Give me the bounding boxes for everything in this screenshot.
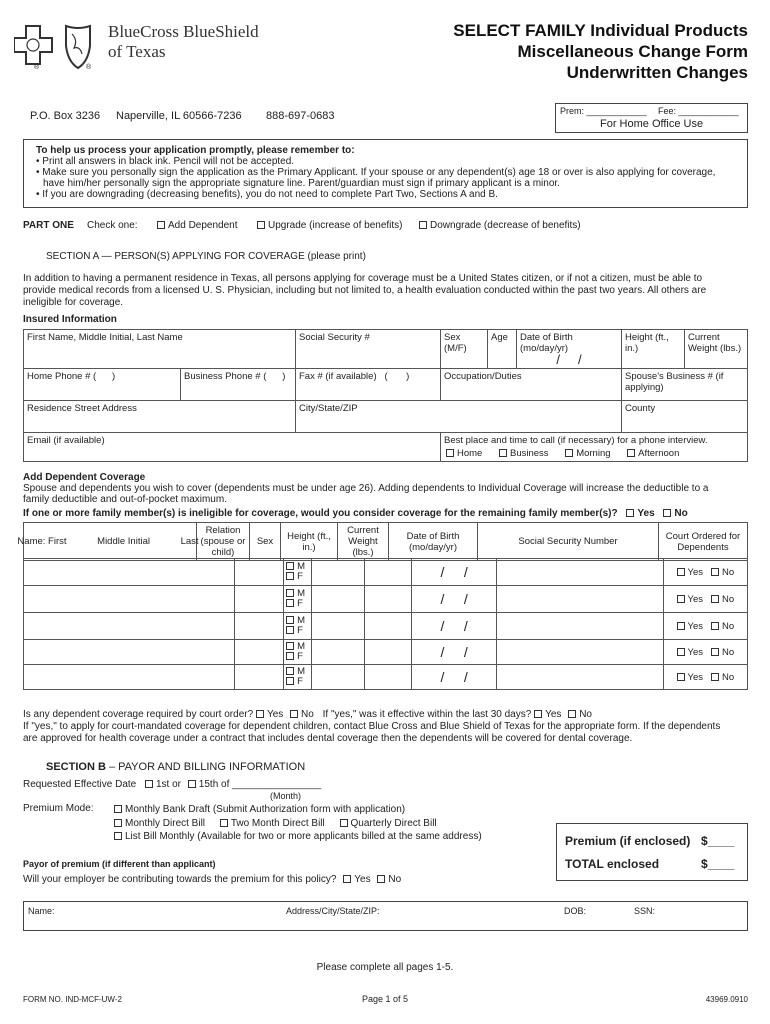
instruction-2: • Make sure you personally sign the application as the Primary Applicant. If your spouse or any dependent(s) age 18 or over is also applying for coverage,: [36, 167, 716, 178]
field-home-phone[interactable]: [24, 369, 181, 401]
checkbox[interactable]: [290, 710, 298, 718]
form-number: FORM NO. IND-MCF-UW-2: [23, 995, 122, 1004]
field-label: City/State/ZIP: [299, 403, 358, 414]
payor-ssn[interactable]: SSN:: [634, 906, 656, 916]
court-no[interactable]: [711, 594, 734, 605]
checkbox[interactable]: [499, 449, 507, 457]
payor-name[interactable]: Name:: [28, 906, 55, 916]
para-line: ineligible for coverage.: [23, 297, 124, 308]
field-label: Occupation/Duties: [444, 371, 522, 382]
col-weight: [338, 523, 389, 561]
no-label: No: [388, 874, 402, 885]
para-line: provide medical records from a licensed U. S. Physician, including but not limited to, a health evaluation conducted within the past two years. All others are: [23, 285, 707, 296]
checkbox[interactable]: [157, 221, 165, 229]
address-po: P.O. Box 3236: [30, 110, 101, 122]
dependent-row: [24, 665, 748, 690]
dob-slashes: / /: [440, 591, 468, 607]
fifteenth-label: 15th of ________________: [198, 779, 322, 790]
checkbox[interactable]: [711, 568, 719, 576]
court-no[interactable]: [290, 709, 314, 720]
dep-court-cell: [663, 559, 747, 586]
brand-line1: BlueCross BlueShield: [108, 22, 259, 41]
part-one-row: [23, 220, 763, 231]
field-label: Business Phone # ( ): [184, 371, 286, 382]
mode-two-month[interactable]: [220, 818, 325, 829]
field-label: Best place and time to call (if necessary) for a phone interview.: [444, 435, 708, 446]
logo-registered-mark: ®: [34, 64, 40, 71]
no-label: No: [722, 566, 735, 578]
col-mi: Middle Initial: [97, 536, 150, 547]
checkbox[interactable]: [286, 642, 294, 650]
no-label: No: [674, 508, 688, 519]
checkbox[interactable]: [286, 572, 294, 580]
field-label: Age: [491, 332, 508, 343]
no-label: No: [579, 709, 592, 720]
form-code: 43969.0910: [705, 995, 748, 1004]
dep-sex-cell: [284, 586, 312, 613]
mode-label: Two Month Direct Bill: [230, 817, 325, 829]
instruction-1: • Print all answers in black ink. Pencil will not be accepted.: [36, 156, 295, 167]
checkbox[interactable]: [626, 509, 634, 517]
court-question-2: If "yes," was it effective within the last 30 days?: [322, 709, 532, 720]
dep-height-cell[interactable]: [312, 640, 365, 665]
dependent-row: [24, 559, 748, 586]
field-occupation[interactable]: [441, 369, 622, 401]
title-line2: Miscellaneous Change Form: [517, 42, 748, 61]
dep-relation-cell[interactable]: [234, 613, 283, 640]
sex-f[interactable]: [286, 677, 309, 687]
mode-label: Quarterly Direct Bill: [350, 817, 437, 829]
dob-slashes: / /: [440, 644, 468, 660]
opt-business[interactable]: [499, 448, 549, 459]
field-spouse-business[interactable]: [622, 369, 748, 401]
checkbox[interactable]: [677, 568, 685, 576]
yes-label: Yes: [687, 646, 704, 658]
payor-heading: Payor of premium (if different than applicant): [23, 859, 216, 869]
dep-name-cell[interactable]: [24, 665, 235, 690]
premium-enclosed-label: Premium (if enclosed): [565, 834, 691, 848]
mode-list[interactable]: [114, 830, 482, 844]
part-one-check: Check one:: [87, 220, 138, 231]
field-ssn[interactable]: [296, 330, 441, 369]
col-name: [17, 523, 199, 561]
option-label: Add Dependent: [168, 220, 238, 231]
checkbox[interactable]: [286, 677, 294, 685]
no-label: No: [722, 593, 735, 605]
checkbox[interactable]: [711, 648, 719, 656]
dep-ssn-cell[interactable]: [496, 640, 663, 665]
title-line1: SELECT FAMILY Individual Products: [453, 21, 748, 40]
court-para: are approved for health coverage under a contract that includes dental coverage then the dependents will be covered for dental coverage.: [23, 733, 633, 744]
field-label: Home Phone # ( ): [27, 371, 116, 382]
option-add-dependent[interactable]: [157, 220, 238, 231]
field-label: County: [625, 403, 656, 414]
court-no[interactable]: [711, 672, 734, 683]
field-label: Residence Street Address: [27, 403, 137, 414]
employer-question-row: [23, 874, 401, 885]
checkbox[interactable]: [256, 710, 264, 718]
no-label: No: [722, 620, 735, 632]
ineligible-question-row: [23, 508, 763, 519]
dep-weight-cell[interactable]: [364, 640, 411, 665]
opt-label: Afternoon: [638, 448, 680, 459]
checkbox[interactable]: [188, 780, 196, 788]
f-label: F: [297, 651, 303, 662]
col-height: [281, 523, 338, 561]
mode-label: Monthly Direct Bill: [125, 817, 206, 829]
dep-court-cell: [663, 640, 747, 665]
court-yes[interactable]: [256, 709, 283, 720]
mode-label: List Bill Monthly (Available for two or more applicants billed at the same address): [125, 831, 482, 842]
dep-relation-cell[interactable]: [234, 640, 283, 665]
dep-name-cell[interactable]: [24, 640, 235, 665]
no-label: No: [722, 646, 735, 658]
field-weight[interactable]: [685, 330, 748, 369]
field-label: First Name, Middle Initial, Last Name: [27, 332, 183, 343]
dep-sex-cell: [284, 559, 312, 586]
checkbox[interactable]: [114, 832, 122, 840]
checkbox[interactable]: [446, 449, 454, 457]
field-label: Date of Birth (mo/day/yr): [520, 332, 573, 354]
effective-label: Requested Effective Date: [23, 779, 137, 790]
col-dob: [389, 523, 478, 561]
field-sex[interactable]: [441, 330, 488, 369]
effective-1st[interactable]: [145, 779, 181, 790]
field-dob[interactable]: [517, 330, 622, 369]
dep-dob-cell[interactable]: [412, 559, 497, 586]
dep-name-cell[interactable]: [24, 559, 235, 586]
field-label: Fax # (if available) ( ): [299, 371, 410, 382]
field-street[interactable]: [24, 401, 296, 433]
dependent-row: [24, 640, 748, 665]
dep-court-cell: [663, 613, 747, 640]
dep-sex-cell: [284, 640, 312, 665]
checkbox[interactable]: [343, 875, 351, 883]
field-email[interactable]: [24, 433, 441, 462]
yes-label: Yes: [637, 508, 655, 519]
yes-label: Yes: [687, 620, 704, 632]
checkbox[interactable]: [257, 221, 265, 229]
mode-direct[interactable]: [114, 818, 205, 829]
dep-court-cell: [663, 665, 747, 690]
sex-f[interactable]: [286, 626, 309, 636]
col-label: Current Weight (lbs.): [347, 525, 379, 558]
employer-no[interactable]: [377, 874, 401, 885]
field-fax[interactable]: [296, 369, 441, 401]
dependent-rows: [23, 558, 748, 690]
checkbox[interactable]: [340, 819, 348, 827]
checkbox[interactable]: [286, 589, 294, 597]
dep-dob-cell[interactable]: [412, 613, 497, 640]
dep-weight-cell[interactable]: [364, 559, 411, 586]
checkbox[interactable]: [711, 622, 719, 630]
f-label: F: [297, 625, 303, 636]
part-one-label: PART ONE: [23, 220, 74, 231]
ineligible-question: If one or more family member(s) is ineligible for coverage, would you consider coverage for the remaining family member(s)?: [23, 508, 618, 519]
dep-height-cell[interactable]: [312, 665, 365, 690]
field-label: Current Weight (lbs.): [688, 332, 742, 354]
field-county[interactable]: [622, 401, 748, 433]
field-label: Email (if available): [27, 435, 105, 446]
section-b-rest: – PAYOR AND BILLING INFORMATION: [105, 761, 306, 773]
option-label: Downgrade (decrease of benefits): [430, 220, 581, 231]
no-label: No: [301, 709, 314, 720]
court-yes[interactable]: [677, 567, 704, 578]
col-first: Name: First: [17, 536, 67, 547]
court-para: If "yes," to apply for court-mandated coverage for dependent children, contact Blue Cross and Blue Shield of Texas for the appropriate form. If the dependents: [23, 721, 721, 732]
instructions-box: [23, 139, 748, 208]
opt-label: Morning: [576, 448, 611, 459]
court2-no[interactable]: [568, 709, 592, 720]
field-citystate[interactable]: [296, 401, 622, 433]
instruction-2b: have him/her personally sign the appropriate signature line. Parent/guardian must sign if primary applicant is a minor.: [43, 178, 560, 189]
field-height[interactable]: [622, 330, 685, 369]
complete-note: Please complete all pages 1-5.: [316, 962, 454, 973]
court-no[interactable]: [711, 647, 734, 658]
yes-label: Yes: [687, 671, 704, 683]
court-no[interactable]: [711, 567, 734, 578]
title-line3: Underwritten Changes: [566, 63, 748, 82]
dep-relation-cell[interactable]: [234, 665, 283, 690]
mode-label: Monthly Bank Draft (Submit Authorization form with application): [125, 804, 406, 815]
premium-box: [556, 823, 748, 881]
opt-afternoon[interactable]: [627, 448, 679, 459]
brand-name: [108, 22, 259, 62]
section-a-heading: SECTION A — PERSON(S) APPLYING FOR COVERAGE (please print): [46, 251, 366, 262]
dep-sex-cell: [284, 613, 312, 640]
instructions-heading: To help us process your application promptly, please remember to:: [36, 145, 355, 156]
checkbox[interactable]: [286, 626, 294, 634]
court2-yes[interactable]: [534, 709, 561, 720]
checkbox[interactable]: [145, 780, 153, 788]
checkbox[interactable]: [568, 710, 576, 718]
field-label: Sex (M/F): [444, 332, 467, 354]
sex-f[interactable]: [286, 572, 309, 582]
dep-name-cell[interactable]: [24, 613, 235, 640]
col-label: Relation (spouse or child): [200, 525, 246, 558]
dep-height-cell[interactable]: [312, 613, 365, 640]
address-city: Naperville, IL 60566-7236: [116, 110, 242, 122]
m-label: M: [297, 588, 306, 599]
checkbox[interactable]: [220, 819, 228, 827]
employer-yes[interactable]: [343, 874, 370, 885]
ineligible-no[interactable]: [663, 508, 687, 519]
insured-table: [23, 329, 748, 462]
instruction-3: • If you are downgrading (decreasing benefits), you do not need to complete Part Two, Sections A and B.: [36, 189, 498, 200]
court-question: Is any dependent coverage required by court order?: [23, 709, 254, 720]
employer-question: Will your employer be contributing towards the premium for this policy?: [23, 874, 337, 885]
dep-weight-cell[interactable]: [364, 586, 411, 613]
prem-field[interactable]: Prem: ____________: [560, 106, 647, 116]
opt-home[interactable]: [446, 448, 482, 459]
dependent-row: [24, 586, 748, 613]
dep-name-cell[interactable]: [24, 586, 235, 613]
field-business-phone[interactable]: [181, 369, 296, 401]
dob-slashes: / /: [556, 352, 582, 367]
para-line: In addition to having a permanent residence in Texas, all persons applying for coverage must be a United States citizen, or if not a citizen, must be able to: [23, 273, 703, 284]
logo-registered-mark-2: ®: [86, 64, 92, 71]
yes-label: Yes: [687, 593, 704, 605]
checkbox[interactable]: [677, 622, 685, 630]
checkbox[interactable]: [286, 616, 294, 624]
dep-weight-cell[interactable]: [364, 613, 411, 640]
checkbox[interactable]: [627, 449, 635, 457]
checkbox[interactable]: [711, 673, 719, 681]
ineligible-yes[interactable]: [626, 508, 654, 519]
dep-ssn-cell[interactable]: [496, 665, 663, 690]
dep-weight-cell[interactable]: [364, 665, 411, 690]
checkbox[interactable]: [677, 648, 685, 656]
insured-heading: Insured Information: [23, 314, 117, 325]
col-label: Court Ordered for Dependents: [665, 530, 741, 553]
col-label: Height (ft., in.): [287, 530, 331, 553]
col-label: Social Security Number: [518, 536, 618, 547]
col-court: [659, 523, 748, 561]
col-relation: [197, 523, 250, 561]
yes-label: Yes: [354, 874, 371, 885]
yes-label: Yes: [266, 709, 284, 720]
mode-bank[interactable]: [114, 803, 482, 817]
dep-relation-cell[interactable]: [234, 559, 283, 586]
sex-f[interactable]: [286, 652, 309, 662]
field-label: Spouse's Business # (if applying): [625, 371, 724, 393]
dep-dob-cell[interactable]: [412, 640, 497, 665]
mode-quarterly[interactable]: [340, 818, 437, 829]
m-label: M: [297, 561, 306, 572]
dependents-intro: [23, 472, 763, 519]
dep-ssn-cell[interactable]: [496, 613, 663, 640]
payor-dob[interactable]: DOB:: [564, 906, 587, 916]
checkbox[interactable]: [565, 449, 573, 457]
payor-address[interactable]: Address/City/State/ZIP:: [286, 906, 380, 916]
first-label: 1st or: [156, 779, 182, 790]
month-label: (Month): [270, 791, 302, 801]
checkbox[interactable]: [377, 875, 385, 883]
page-number: Page 1 of 5: [361, 994, 409, 1004]
col-last: Last: [180, 536, 199, 547]
dep-sex-cell: [284, 665, 312, 690]
field-age[interactable]: [488, 330, 517, 369]
dep-height-cell[interactable]: [312, 559, 365, 586]
dependents-heading: Add Dependent Coverage: [23, 472, 146, 483]
sex-f[interactable]: [286, 599, 309, 609]
home-office-label: For Home Office Use: [600, 118, 704, 130]
field-interview: [441, 433, 748, 462]
court-block: [23, 709, 763, 745]
opt-morning[interactable]: [565, 448, 610, 459]
checkbox[interactable]: [286, 652, 294, 660]
m-label: M: [297, 666, 306, 677]
dependent-table: [17, 522, 748, 561]
checkbox[interactable]: [286, 667, 294, 675]
dependent-row: [24, 613, 748, 640]
fee-field[interactable]: Fee: ____________: [658, 106, 739, 116]
col-label: Sex: [256, 536, 274, 547]
checkbox[interactable]: [677, 673, 685, 681]
total-enclosed-label: TOTAL enclosed: [565, 857, 660, 871]
dep-dob-cell[interactable]: [412, 665, 497, 690]
court-yes[interactable]: [677, 672, 704, 683]
checkbox[interactable]: [286, 599, 294, 607]
opt-label: Business: [509, 448, 549, 459]
brand-line2: of Texas: [108, 42, 166, 61]
home-office-box: [555, 103, 748, 133]
yes-label: Yes: [687, 566, 704, 578]
section-a-para: [23, 273, 763, 309]
checkbox[interactable]: [286, 562, 294, 570]
court-no[interactable]: [711, 621, 734, 632]
checkbox[interactable]: [419, 221, 427, 229]
f-label: F: [297, 676, 303, 687]
checkbox[interactable]: [663, 509, 671, 517]
mode-direct-row: [114, 817, 482, 831]
court-yes[interactable]: [677, 594, 704, 605]
total-enclosed-amount[interactable]: $____: [701, 857, 735, 871]
dep-height-cell[interactable]: [312, 586, 365, 613]
premium-modes: [114, 803, 482, 844]
dep-dob-cell[interactable]: [412, 586, 497, 613]
checkbox[interactable]: [677, 595, 685, 603]
f-label: F: [297, 598, 303, 609]
option-label: Upgrade (increase of benefits): [268, 220, 403, 231]
yes-label: Yes: [545, 709, 562, 720]
section-b-bold: SECTION B: [46, 761, 106, 773]
col-sex: [250, 523, 281, 561]
dependents-para: Spouse and dependents you wish to cover (dependents must be under age 26). Adding dependents to Individual Coverage will increase the deductible to a: [23, 483, 709, 494]
dep-relation-cell[interactable]: [234, 586, 283, 613]
effective-date-row: [23, 779, 321, 790]
court-yes[interactable]: [677, 621, 704, 632]
option-upgrade[interactable]: [257, 220, 403, 231]
field-name[interactable]: [24, 330, 296, 369]
col-ssn: [478, 523, 659, 561]
payor-box: [23, 901, 748, 931]
checkbox[interactable]: [114, 819, 122, 827]
dep-ssn-cell[interactable]: [496, 559, 663, 586]
field-label: Height (ft., in.): [625, 332, 669, 354]
opt-label: Home: [457, 448, 483, 459]
premium-mode-label: Premium Mode:: [23, 803, 94, 814]
col-label: Date of Birth (mo/day/yr): [406, 530, 460, 553]
m-label: M: [297, 615, 306, 626]
no-label: No: [722, 671, 735, 683]
court-yes[interactable]: [677, 647, 704, 658]
dep-ssn-cell[interactable]: [496, 586, 663, 613]
form-title: [348, 20, 748, 83]
checkbox[interactable]: [534, 710, 542, 718]
section-b-heading: [46, 761, 305, 773]
f-label: F: [297, 571, 303, 582]
dependents-para: family deductible and out-of-pocket maximum.: [23, 494, 227, 505]
dep-court-cell: [663, 586, 747, 613]
checkbox[interactable]: [114, 805, 122, 813]
field-label: Social Security #: [299, 332, 370, 343]
m-label: M: [297, 641, 306, 652]
court-question-row: [23, 709, 763, 721]
checkbox[interactable]: [711, 595, 719, 603]
option-downgrade[interactable]: [419, 220, 581, 231]
dob-slashes: / /: [440, 618, 468, 634]
dob-slashes: / /: [440, 669, 468, 685]
effective-15th[interactable]: [188, 779, 321, 790]
dob-slashes: / /: [440, 564, 468, 580]
premium-enclosed-amount[interactable]: $____: [701, 834, 735, 848]
address-phone: 888-697-0683: [266, 110, 335, 122]
